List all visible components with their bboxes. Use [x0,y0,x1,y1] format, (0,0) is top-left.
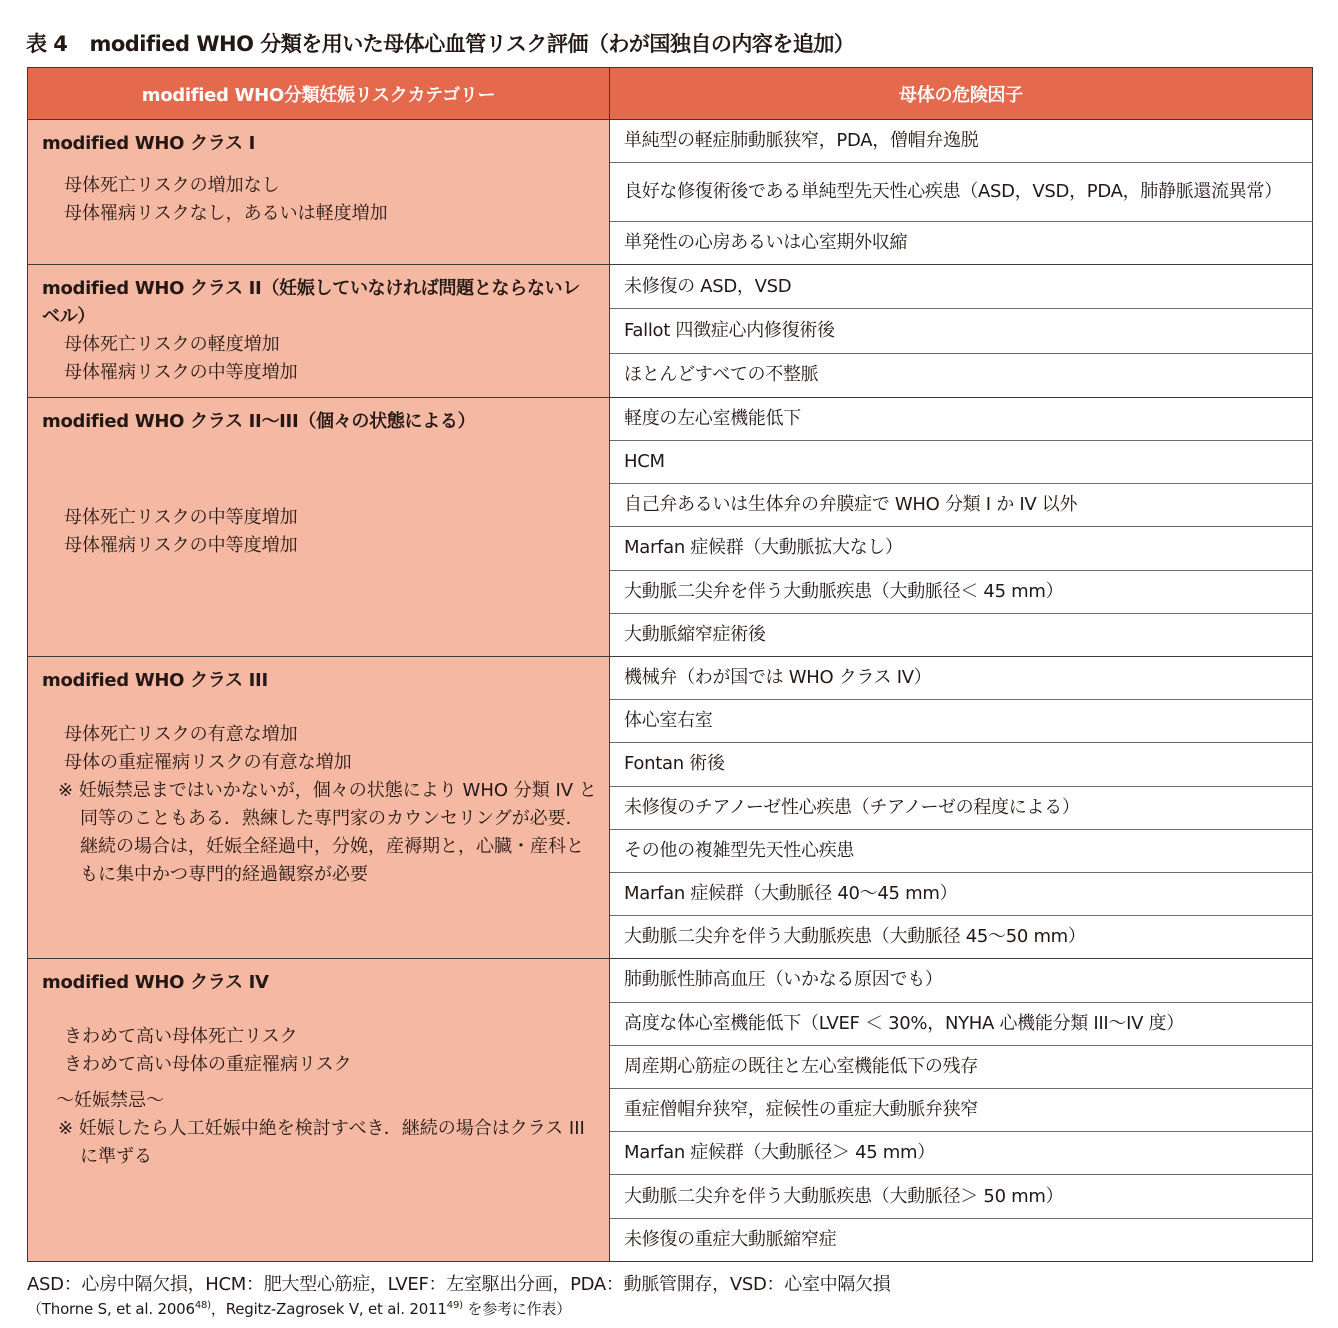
table-number: 表 4 [26,32,68,56]
risk-factor-cell: 単純型の軽症肺動脈狭窄，PDA，僧帽弁逸脱 [610,120,1313,163]
risk-factor-cell: その他の複雑型先天性心疾患 [610,829,1313,872]
table-row [28,265,1313,309]
category-description: きわめて高い母体死亡リスク [64,1026,298,1048]
risk-factor-cell: Fallot 四徴症心内修復術後 [610,309,1313,353]
category-description: 母体罹病リスクの中等度増加 [64,362,298,384]
category-cell-class-3 [28,656,610,958]
category-description: 母体罹病リスクなし，あるいは軽度増加 [64,203,388,224]
category-title: modified WHO クラス III [42,669,268,691]
risk-factor-cell: 重症僧帽弁狭窄，症候性の重症大動脈弁狭窄 [610,1089,1313,1132]
risk-factor-cell: ほとんどすべての不整脈 [610,353,1313,397]
risk-factor-cell: 軽度の左心室機能低下 [610,397,1313,440]
table-row [28,656,1313,699]
risk-factor-cell: 大動脈二尖弁を伴う大動脈疾患（大動脈径 45〜50 mm） [610,916,1313,959]
risk-factor-cell: Marfan 症候群（大動脈拡大なし） [610,527,1313,570]
header-risk-factors: 母体の危険因子 [610,68,1313,120]
category-description: 母体罹病リスクの中等度増加 [64,534,298,556]
risk-table [27,67,1313,1262]
header-category: modified WHO分類妊娠リスクカテゴリー [28,68,610,120]
abbreviation-footnote: ASD：心房中隔欠損，HCM：肥大型心筋症，LVEF：左室駆出分画，PDA：動脈管開存，VSD：心室中隔欠損 [27,1274,891,1295]
risk-factor-cell: 周産期心筋症の既往と左心室機能低下の残存 [610,1045,1313,1088]
category-cell-class-2-3 [28,397,610,656]
table-row [28,120,1313,163]
contraindication-label: 〜妊娠禁忌〜 [56,1090,164,1112]
risk-factor-cell: 体心室右室 [610,700,1313,743]
category-cell-class-2 [28,265,610,398]
table-title [26,28,854,58]
risk-factor-cell: 未修復のチアノーゼ性心疾患（チアノーゼの程度による） [610,786,1313,829]
reference-footnote [27,1298,571,1319]
risk-factor-cell: 大動脈二尖弁を伴う大動脈疾患（大動脈径＞ 50 mm） [610,1175,1313,1218]
risk-factor-cell: 未修復の重症大動脈縮窄症 [610,1218,1313,1261]
category-description: 母体死亡リスクの増加なし [64,175,280,196]
risk-factor-cell: Marfan 症候群（大動脈径 40〜45 mm） [610,872,1313,915]
risk-factor-cell: 大動脈二尖弁を伴う大動脈疾患（大動脈径＜ 45 mm） [610,570,1313,613]
risk-factor-cell: 良好な修復術後である単純型先天性心疾患（ASD，VSD，PDA，肺静脈還流異常） [610,163,1313,222]
table-title-text: modified WHO 分類を用いた母体心血管リスク評価（わが国独自の内容を追加） [89,32,855,56]
risk-factor-cell: Fontan 術後 [610,743,1313,786]
reference-citation-48: 48) [194,1300,211,1311]
risk-factor-cell: 大動脈縮窄症術後 [610,613,1313,656]
reference-citation-49: 49) [446,1300,463,1311]
table-header-row [28,68,1313,120]
risk-factor-cell: 肺動脈性肺高血圧（いかなる原因でも） [610,959,1313,1002]
category-description: 母体死亡リスクの有意な増加 [64,723,298,745]
category-description: 母体死亡リスクの中等度増加 [64,506,298,528]
risk-factor-cell: 機械弁（わが国では WHO クラス IV） [610,656,1313,699]
category-description: きわめて高い母体の重症罹病リスク [64,1054,352,1076]
category-cell-class-1 [28,120,610,265]
reference-mid: ，Regitz-Zagrosek V, et al. 2011 [210,1300,447,1318]
category-description: 母体の重症罹病リスクの有意な増加 [64,751,352,773]
category-note: ※ 妊娠したら人工妊娠中絶を検討すべき．継続の場合はクラス III に準ずる [58,1118,585,1168]
risk-factor-cell: 高度な体心室機能低下（LVEF ＜ 30%，NYHA 心機能分類 III〜IV 度） [610,1002,1313,1045]
risk-factor-cell: HCM [610,440,1313,483]
risk-factor-cell: 単発性の心房あるいは心室期外収縮 [610,221,1313,264]
category-title: modified WHO クラス IV [42,972,269,994]
risk-factor-cell: 自己弁あるいは生体弁の弁膜症で WHO 分類 I か IV 以外 [610,484,1313,527]
category-title: modified WHO クラス II〜III（個々の状態による） [42,410,476,432]
category-description: 母体死亡リスクの軽度増加 [64,334,280,356]
reference-close: を参考に作表） [467,1300,571,1318]
category-title: modified WHO クラス II（妊娠していなければ問題とならないレベル） [42,278,581,328]
category-cell-class-4 [28,959,610,1262]
reference-open: （Thorne S, et al. 2006 [27,1300,195,1318]
category-note: ※ 妊娠禁忌まではいかないが，個々の状態により WHO 分類 IV と同等のこともある．熟練した専門家のカウンセリングが必要．継続の場合は，妊娠全経過中，分娩，産褥期と，心臓・産科ともに集中かつ専門的経過観察が必要 [58,779,597,885]
risk-factor-cell: 未修復の ASD，VSD [610,265,1313,309]
category-title: modified WHO クラス I [42,133,256,154]
table-row [28,959,1313,1002]
risk-factor-cell: Marfan 症候群（大動脈径＞ 45 mm） [610,1132,1313,1175]
table-row [28,397,1313,440]
